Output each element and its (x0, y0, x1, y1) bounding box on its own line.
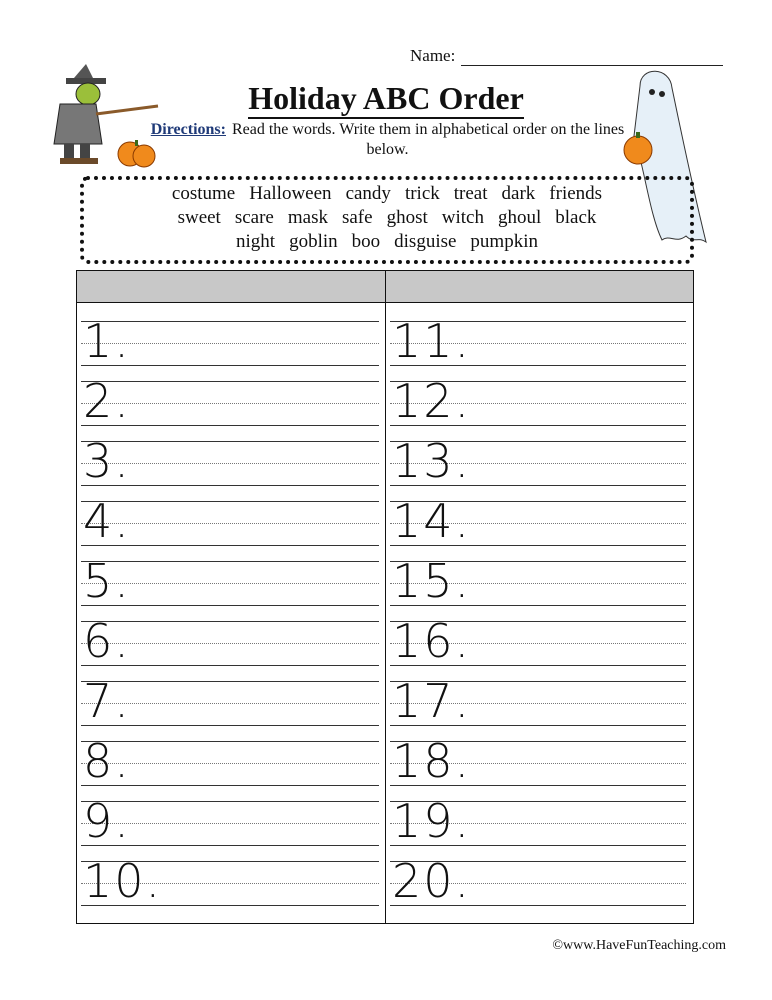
answer-number: 17. (392, 674, 472, 728)
answer-number: 16. (392, 614, 472, 668)
name-label: Name: (410, 46, 456, 65)
answer-number: 5. (83, 554, 131, 608)
word-bank-word: safe (341, 207, 373, 228)
directions (140, 120, 635, 160)
answer-number: 19. (392, 794, 472, 848)
answer-number: 8. (83, 734, 131, 788)
word-bank-word: ghoul (497, 207, 542, 228)
answer-number: 4. (83, 494, 131, 548)
word-bank-word: ghost (386, 207, 428, 228)
answer-line-row[interactable] (77, 313, 385, 371)
answer-number: 20. (392, 854, 472, 908)
answer-number: 18. (392, 734, 472, 788)
answer-line-row[interactable] (386, 853, 692, 911)
word-bank-word: disguise (394, 231, 457, 252)
word-bank-word: treat (453, 183, 488, 204)
answer-line-row[interactable] (77, 673, 385, 731)
answer-number: 14. (392, 494, 472, 548)
answer-number: 3. (83, 434, 131, 488)
word-bank-word: dark (501, 183, 536, 204)
name-row (410, 46, 723, 66)
answer-line-row[interactable] (77, 613, 385, 671)
copyright: ©www.HaveFunTeaching.com (552, 938, 726, 953)
word-bank-word: costume (171, 183, 236, 204)
answer-line-row[interactable] (77, 853, 385, 911)
answer-number: 2. (83, 374, 131, 428)
answer-line-row[interactable] (386, 493, 692, 551)
answer-line-row[interactable] (77, 373, 385, 431)
answer-line-row[interactable] (386, 673, 692, 731)
answer-number: 11. (392, 314, 472, 368)
answer-line-row[interactable] (386, 553, 692, 611)
answer-number: 13. (392, 434, 472, 488)
name-field[interactable] (461, 47, 723, 66)
word-bank-word: sweet (177, 207, 221, 228)
answer-line-row[interactable] (386, 613, 692, 671)
answer-number: 7. (83, 674, 131, 728)
answer-line-row[interactable] (77, 733, 385, 791)
answer-number: 9. (83, 794, 131, 848)
word-bank-word: boo (351, 231, 381, 252)
word-bank-word: mask (287, 207, 328, 228)
word-bank-word: friends (549, 183, 603, 204)
page-title: Holiday ABC Order (0, 80, 772, 117)
directions-text: Read the words. Write them in alphabetical order on the lines below. (231, 121, 625, 158)
answer-line-row[interactable] (386, 373, 692, 431)
answer-line-row[interactable] (386, 733, 692, 791)
word-bank-word: Halloween (249, 183, 332, 204)
word-bank-word: night (236, 231, 276, 252)
answer-number: 1. (83, 314, 131, 368)
answer-line-row[interactable] (386, 433, 692, 491)
answer-number: 10. (83, 854, 163, 908)
answer-line-row[interactable] (386, 313, 692, 371)
word-bank-word: pumpkin (470, 231, 538, 252)
word-bank-word: candy (345, 183, 391, 204)
word-bank-word: trick (404, 183, 440, 204)
answer-line-row[interactable] (77, 793, 385, 851)
word-bank-word: goblin (289, 231, 338, 252)
word-bank-line-2 (84, 207, 690, 229)
answer-number: 15. (392, 554, 472, 608)
answer-line-row[interactable] (386, 793, 692, 851)
word-bank-word: witch (441, 207, 484, 228)
word-bank-line-3 (84, 231, 690, 253)
witch-with-pumpkin-icon (36, 64, 166, 176)
answer-grid (76, 270, 694, 924)
directions-label: Directions: (150, 121, 226, 138)
word-bank (80, 176, 694, 264)
answer-line-row[interactable] (77, 493, 385, 551)
answer-line-row[interactable] (77, 433, 385, 491)
word-bank-line-1 (84, 183, 690, 205)
answer-number: 12. (392, 374, 472, 428)
word-bank-word: black (555, 207, 597, 228)
answer-number: 6. (83, 614, 131, 668)
word-bank-word: scare (234, 207, 274, 228)
answer-line-row[interactable] (77, 553, 385, 611)
